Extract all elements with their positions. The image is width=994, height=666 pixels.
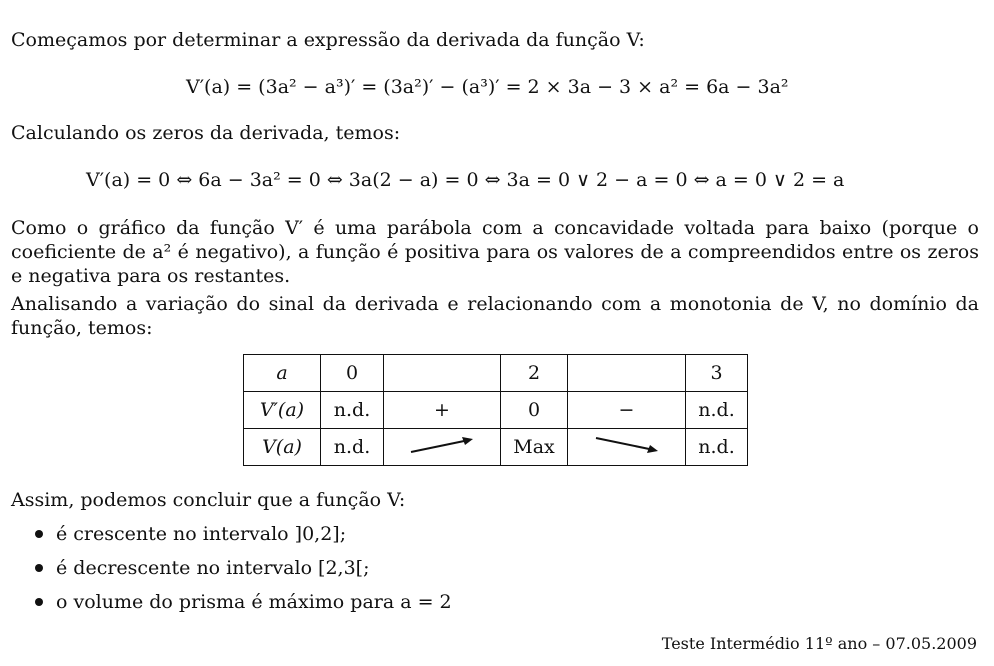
list-item: o volume do prisma é máximo para a = 2 — [35, 590, 452, 614]
table-cell: + — [384, 392, 501, 429]
increasing-arrow-icon — [407, 433, 477, 457]
parabola-paragraph: Como o gráfico da função V′ é uma parábola com a concavidade voltada para baixo (porque o coeficiente de a² é negativo), a função é positiva para os valores de a compreendidos entre os zeros e negativa para os restantes. — [11, 217, 979, 287]
table-cell: − — [568, 392, 686, 429]
table-cell — [384, 429, 501, 466]
footer: Teste Intermédio 11º ano – 07.05.2009 — [661, 634, 977, 653]
table-cell — [568, 429, 686, 466]
table-cell: n.d. — [321, 429, 384, 466]
zeros-equation: V′(a) = 0 ⇔ 6a − 3a² = 0 ⇔ 3a(2 − a) = 0 ⇔ 3a = 0 ∨ 2 − a = 0 ⇔ a = 0 ∨ 2 = a — [86, 169, 845, 191]
table-row-function — [244, 429, 748, 466]
sign-paragraph: Analisando a variação do sinal da derivada e relacionando com a monotonia de V, no domínio da função, temos: — [11, 293, 979, 339]
sign-table — [243, 354, 748, 466]
table-row-header — [244, 355, 748, 392]
list-item: é crescente no intervalo ]0,2]; — [35, 522, 346, 546]
zeros-line: Calculando os zeros da derivada, temos: — [11, 122, 401, 144]
list-item: é decrescente no intervalo [2,3[; — [35, 556, 370, 580]
table-cell: 0 — [501, 392, 568, 429]
derivative-equation: V′(a) = (3a² − a³)′ = (3a²)′ − (a³)′ = 2 × 3a − 3 × a² = 6a − 3a² — [186, 76, 789, 98]
conclusion-line: Assim, podemos concluir que a função V: — [11, 489, 406, 511]
table-cell — [384, 355, 501, 392]
table-cell — [568, 355, 686, 392]
bullet-icon — [35, 530, 43, 538]
decreasing-arrow-icon — [592, 433, 662, 457]
table-cell: n.d. — [686, 392, 748, 429]
table-cell: V(a) — [244, 429, 321, 466]
table-cell: a — [244, 355, 321, 392]
table-cell: 0 — [321, 355, 384, 392]
table-cell: 3 — [686, 355, 748, 392]
intro-line: Começamos por determinar a expressão da derivada da função V: — [11, 29, 645, 51]
table-cell: n.d. — [686, 429, 748, 466]
table-cell: n.d. — [321, 392, 384, 429]
table-cell: Max — [501, 429, 568, 466]
bullet-icon — [35, 598, 43, 606]
bullet-icon — [35, 564, 43, 572]
table-row-derivative — [244, 392, 748, 429]
table-cell: V′(a) — [244, 392, 321, 429]
table-cell: 2 — [501, 355, 568, 392]
